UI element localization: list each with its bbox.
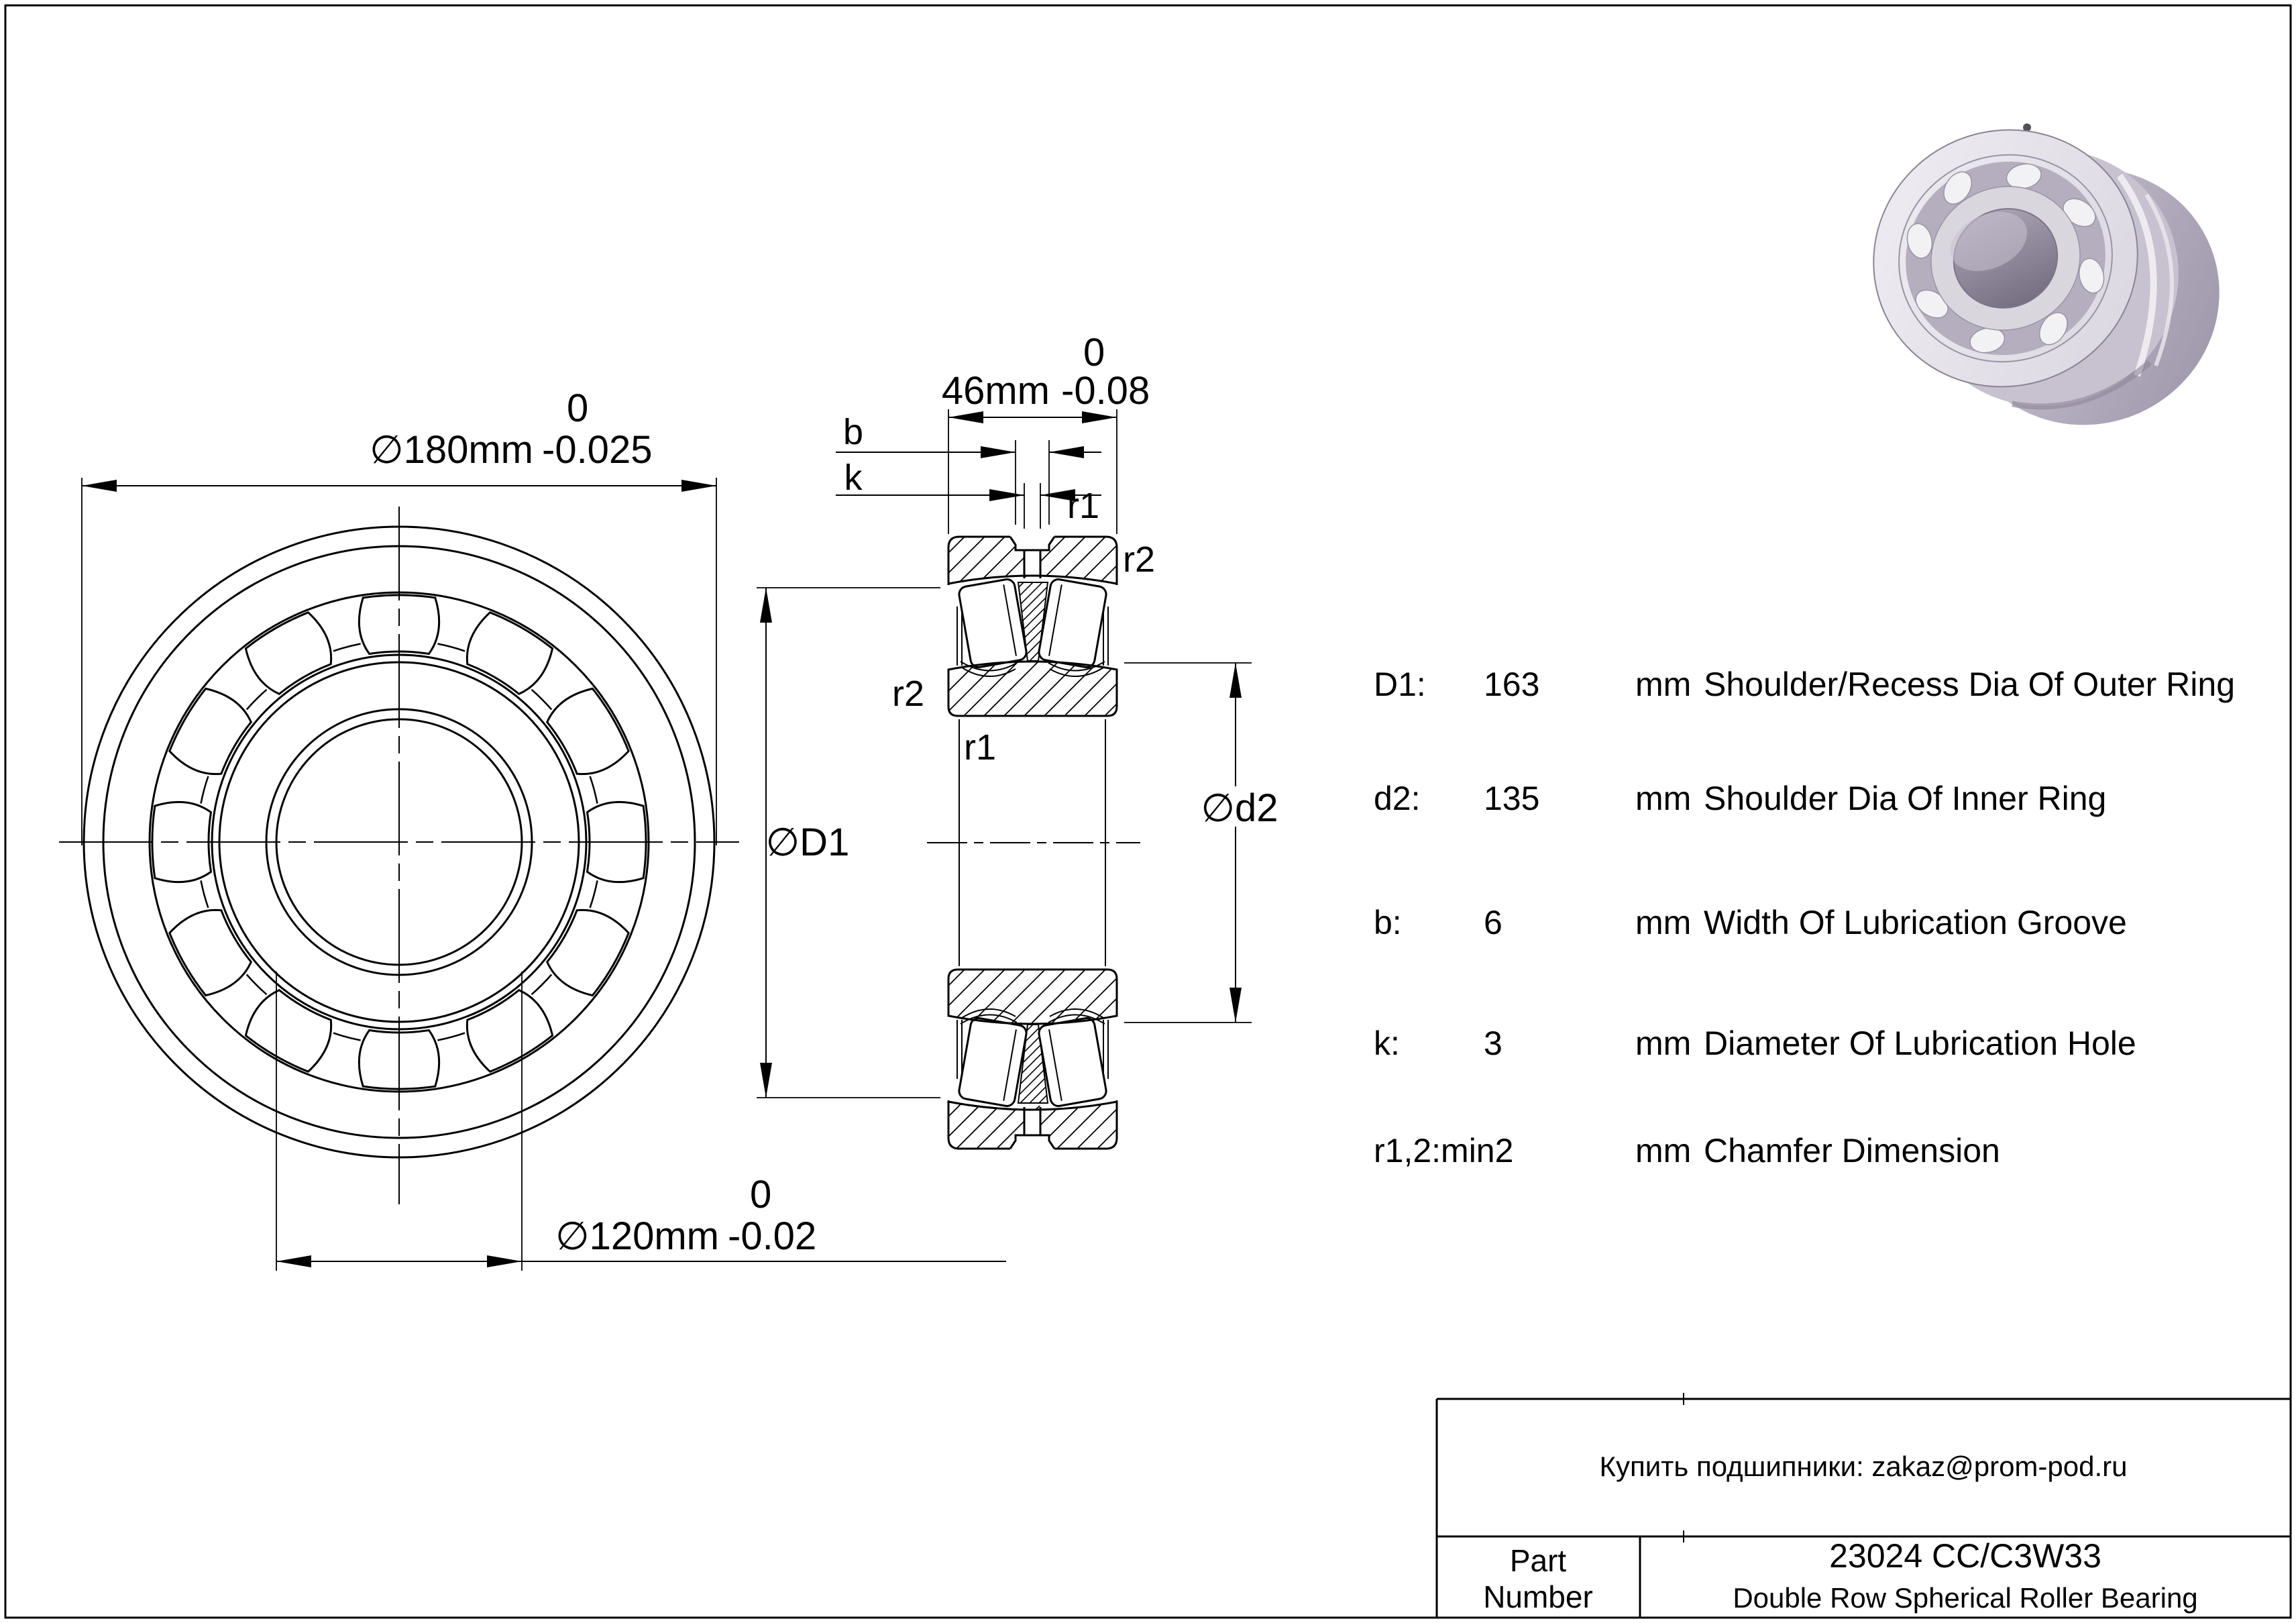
svg-text:mm: mm [1635, 666, 1692, 703]
table-row [1374, 666, 2235, 703]
dim-outer-label [370, 386, 652, 472]
dim-outer-tol-lower: -0.025 [542, 428, 653, 472]
svg-text:Shoulder Dia Of Inner Ring: Shoulder Dia Of Inner Ring [1704, 780, 2107, 817]
dim-outer-tol-upper: 0 [567, 386, 589, 430]
label-D1 [766, 820, 850, 864]
label-b: b [842, 412, 864, 452]
svg-text:mm: mm [1635, 904, 1692, 941]
table-row [1374, 1132, 2000, 1169]
svg-text:6: 6 [1484, 904, 1502, 941]
table-row [1374, 780, 2106, 817]
title-block [1437, 1393, 2291, 1618]
table-row [1374, 1025, 2136, 1062]
svg-text:r1,2:min2: r1,2:min2 [1374, 1132, 1514, 1169]
dim-width-tol-lower: -0.08 [1061, 369, 1150, 413]
label-r2-mid: r2 [892, 674, 925, 714]
dim-width-label [942, 331, 1150, 413]
table-row [1374, 904, 2127, 941]
svg-text:Width Of Lubrication Groove: Width Of Lubrication Groove [1704, 904, 2127, 941]
dim-width-tol-upper: 0 [1083, 331, 1105, 374]
label-d2 [1201, 786, 1278, 830]
parameter-table [1374, 666, 2235, 1169]
svg-text:mm: mm [1635, 1132, 1692, 1169]
part-number: 23024 CC/C3W33 [1829, 1537, 2101, 1575]
dim-bore-tol-upper: 0 [750, 1173, 772, 1216]
svg-text:mm: mm [1635, 1025, 1692, 1062]
svg-text:D1:: D1: [1374, 666, 1426, 703]
svg-text:135: 135 [1484, 780, 1540, 817]
front-view [59, 507, 739, 1204]
label-r1-top: r1 [1067, 486, 1100, 526]
part-label-line1: Part [1509, 1543, 1567, 1578]
svg-text:k:: k: [1374, 1025, 1400, 1062]
svg-text:∅d2: ∅d2 [1201, 786, 1278, 830]
svg-text:Diameter Of Lubrication Hole: Diameter Of Lubrication Hole [1704, 1025, 2136, 1062]
dim-bore-prefix: ∅120mm [555, 1214, 719, 1258]
dim-width-prefix: 46mm [941, 369, 1050, 413]
svg-text:b:: b: [1374, 904, 1402, 941]
bearing-3d-render [1833, 88, 2260, 467]
svg-text:3: 3 [1484, 1025, 1502, 1062]
section-view [862, 535, 1187, 1150]
part-description: Double Row Spherical Roller Bearing [1733, 1582, 2198, 1614]
svg-text:Chamfer Dimension: Chamfer Dimension [1704, 1132, 2000, 1169]
dim-bore-tol-lower: -0.02 [728, 1214, 817, 1258]
dim-outer-prefix: ∅180mm [370, 428, 533, 472]
label-r1-mid: r1 [964, 727, 997, 768]
label-k: k [844, 458, 863, 498]
svg-text:d2:: d2: [1374, 780, 1421, 817]
contact-email: Купить подшипники: zakaz@prom-pod.ru [1599, 1451, 2128, 1482]
part-label-line2: Number [1483, 1579, 1593, 1614]
svg-text:mm: mm [1635, 780, 1692, 817]
svg-text:∅D1: ∅D1 [765, 821, 850, 864]
svg-text:163: 163 [1484, 666, 1540, 703]
svg-text:Shoulder/Recess Dia Of Outer R: Shoulder/Recess Dia Of Outer Ring [1704, 666, 2236, 703]
dim-bore-label [555, 1173, 816, 1258]
label-r2-top: r2 [1123, 539, 1156, 580]
